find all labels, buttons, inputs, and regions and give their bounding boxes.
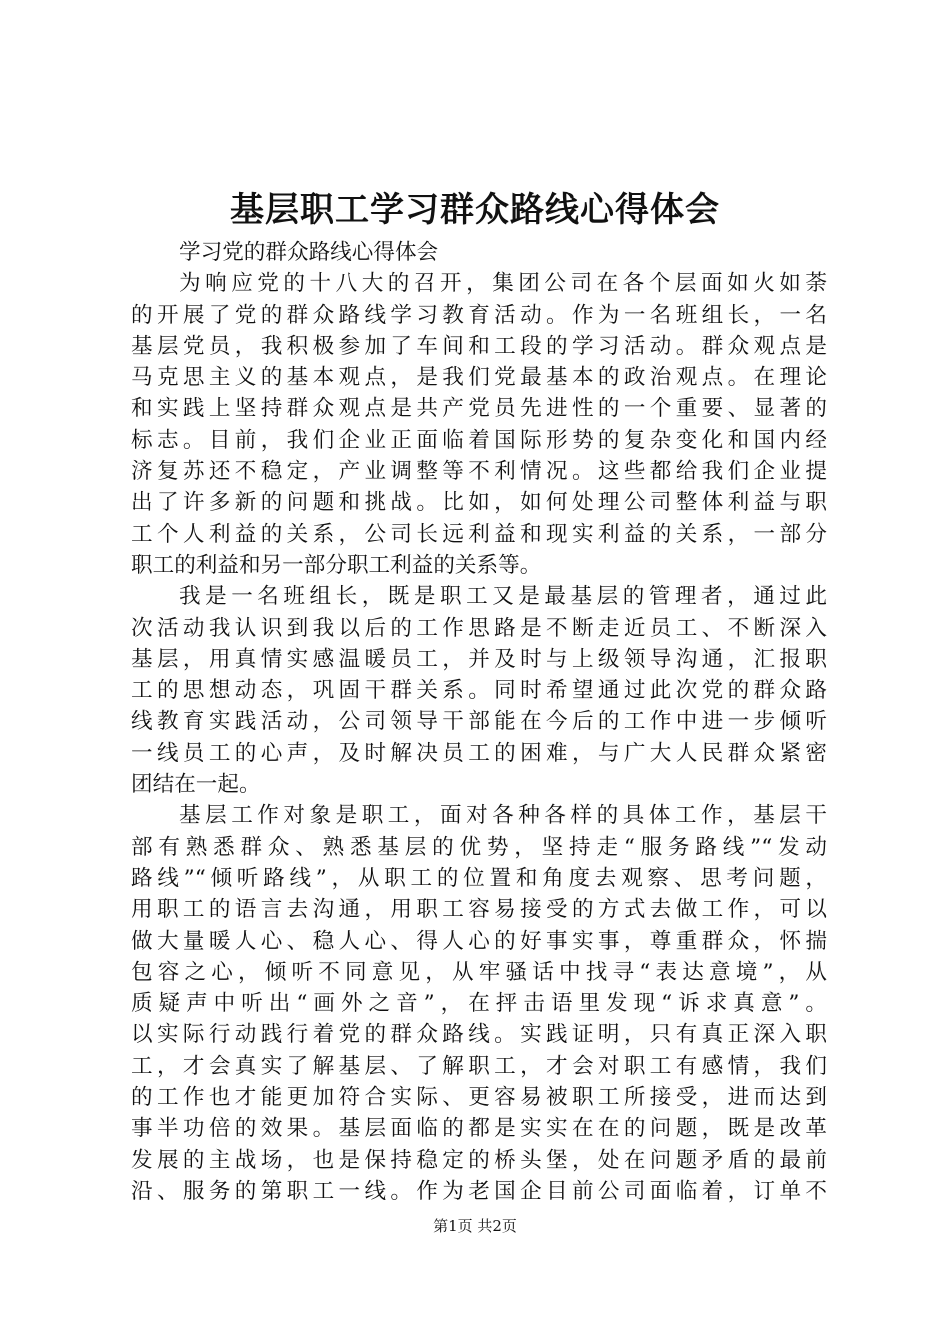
text-line: 工的思想动态，巩固干群关系。同时希望通过此次党的群众路 bbox=[131, 678, 827, 704]
text-line: 出了许多新的问题和挑战。比如，如何处理公司整体利益与职 bbox=[131, 490, 827, 516]
text-line: 以实际行动践行着党的群众路线。实践证明，只有真正深入职 bbox=[131, 1022, 827, 1048]
text-line: 部有熟悉群众、熟悉基层的优势，坚持走“服务路线”“发动 bbox=[131, 834, 827, 860]
text-line: 工个人利益的关系，公司长远利益和现实利益的关系，一部分 bbox=[131, 521, 827, 547]
text-line: 基层党员，我积极参加了车间和工段的学习活动。群众观点是 bbox=[131, 333, 827, 359]
text-line: 为响应党的十八大的召开，集团公司在各个层面如火如荼 bbox=[179, 271, 827, 297]
text-line: 一线员工的心声，及时解决员工的困难，与广大人民群众紧密 bbox=[131, 740, 827, 766]
text-line: 次活动我认识到我以后的工作思路是不断走近员工、不断深入 bbox=[131, 615, 827, 641]
text-line: 线教育实践活动，公司领导干部能在今后的工作中进一步倾听 bbox=[131, 709, 827, 735]
document-subtitle: 学习党的群众路线心得体会 bbox=[179, 240, 439, 265]
text-line: 沿、服务的第职工一线。作为老国企目前公司面临着，订单不 bbox=[131, 1178, 827, 1204]
text-line: 事半功倍的效果。基层面临的都是实实在在的问题，既是改革 bbox=[131, 1116, 827, 1142]
document-body bbox=[131, 237, 851, 1207]
text-line: 我是一名班组长，既是职工又是最基层的管理者，通过此 bbox=[179, 584, 827, 610]
text-line: 包容之心，倾听不同意见，从牢骚话中找寻“表达意境”，从 bbox=[131, 959, 827, 985]
text-line: 基层工作对象是职工，面对各种各样的具体工作，基层干 bbox=[179, 803, 827, 829]
text-line: 做大量暖人心、稳人心、得人心的好事实事，尊重群众，怀揣 bbox=[131, 928, 827, 954]
text-line: 路线”“倾听路线”，从职工的位置和角度去观察、思考问题， bbox=[131, 865, 827, 891]
text-line: 基层，用真情实感温暖员工，并及时与上级领导沟通，汇报职 bbox=[131, 646, 827, 672]
text-line: 质疑声中听出“画外之音”，在抨击语里发现“诉求真意”。 bbox=[131, 991, 827, 1017]
paragraph bbox=[131, 581, 851, 800]
text-line: 的工作也才能更加符合实际、更容易被职工所接受，进而达到 bbox=[131, 1085, 827, 1111]
text-line: 职工的利益和另一部分职工利益的关系等。 bbox=[131, 552, 542, 578]
text-line: 马克思主义的基本观点，是我们党最基本的政治观点。在理论 bbox=[131, 365, 827, 391]
document-title: 基层职工学习群众路线心得体会 bbox=[230, 190, 720, 230]
text-line: 的开展了党的群众路线学习教育活动。作为一名班组长，一名 bbox=[131, 302, 827, 328]
text-line: 团结在一起。 bbox=[131, 772, 261, 798]
text-line: 和实践上坚持群众观点是共产党员先进性的一个重要、显著的 bbox=[131, 396, 827, 422]
text-line: 济复苏还不稳定，产业调整等不利情况。这些都给我们企业提 bbox=[131, 459, 827, 485]
paragraph bbox=[131, 268, 851, 581]
paragraph bbox=[131, 800, 851, 1207]
text-line: 工，才会真实了解基层、了解职工，才会对职工有感情，我们 bbox=[131, 1053, 827, 1079]
text-line: 标志。目前，我们企业正面临着国际形势的复杂变化和国内经 bbox=[131, 427, 827, 453]
text-line: 发展的主战场，也是保持稳定的桥头堡，处在问题矛盾的最前 bbox=[131, 1147, 827, 1173]
page-number-footer: 第1页 共2页 bbox=[433, 1217, 517, 1235]
text-line: 用职工的语言去沟通，用职工容易接受的方式去做工作，可以 bbox=[131, 897, 827, 923]
